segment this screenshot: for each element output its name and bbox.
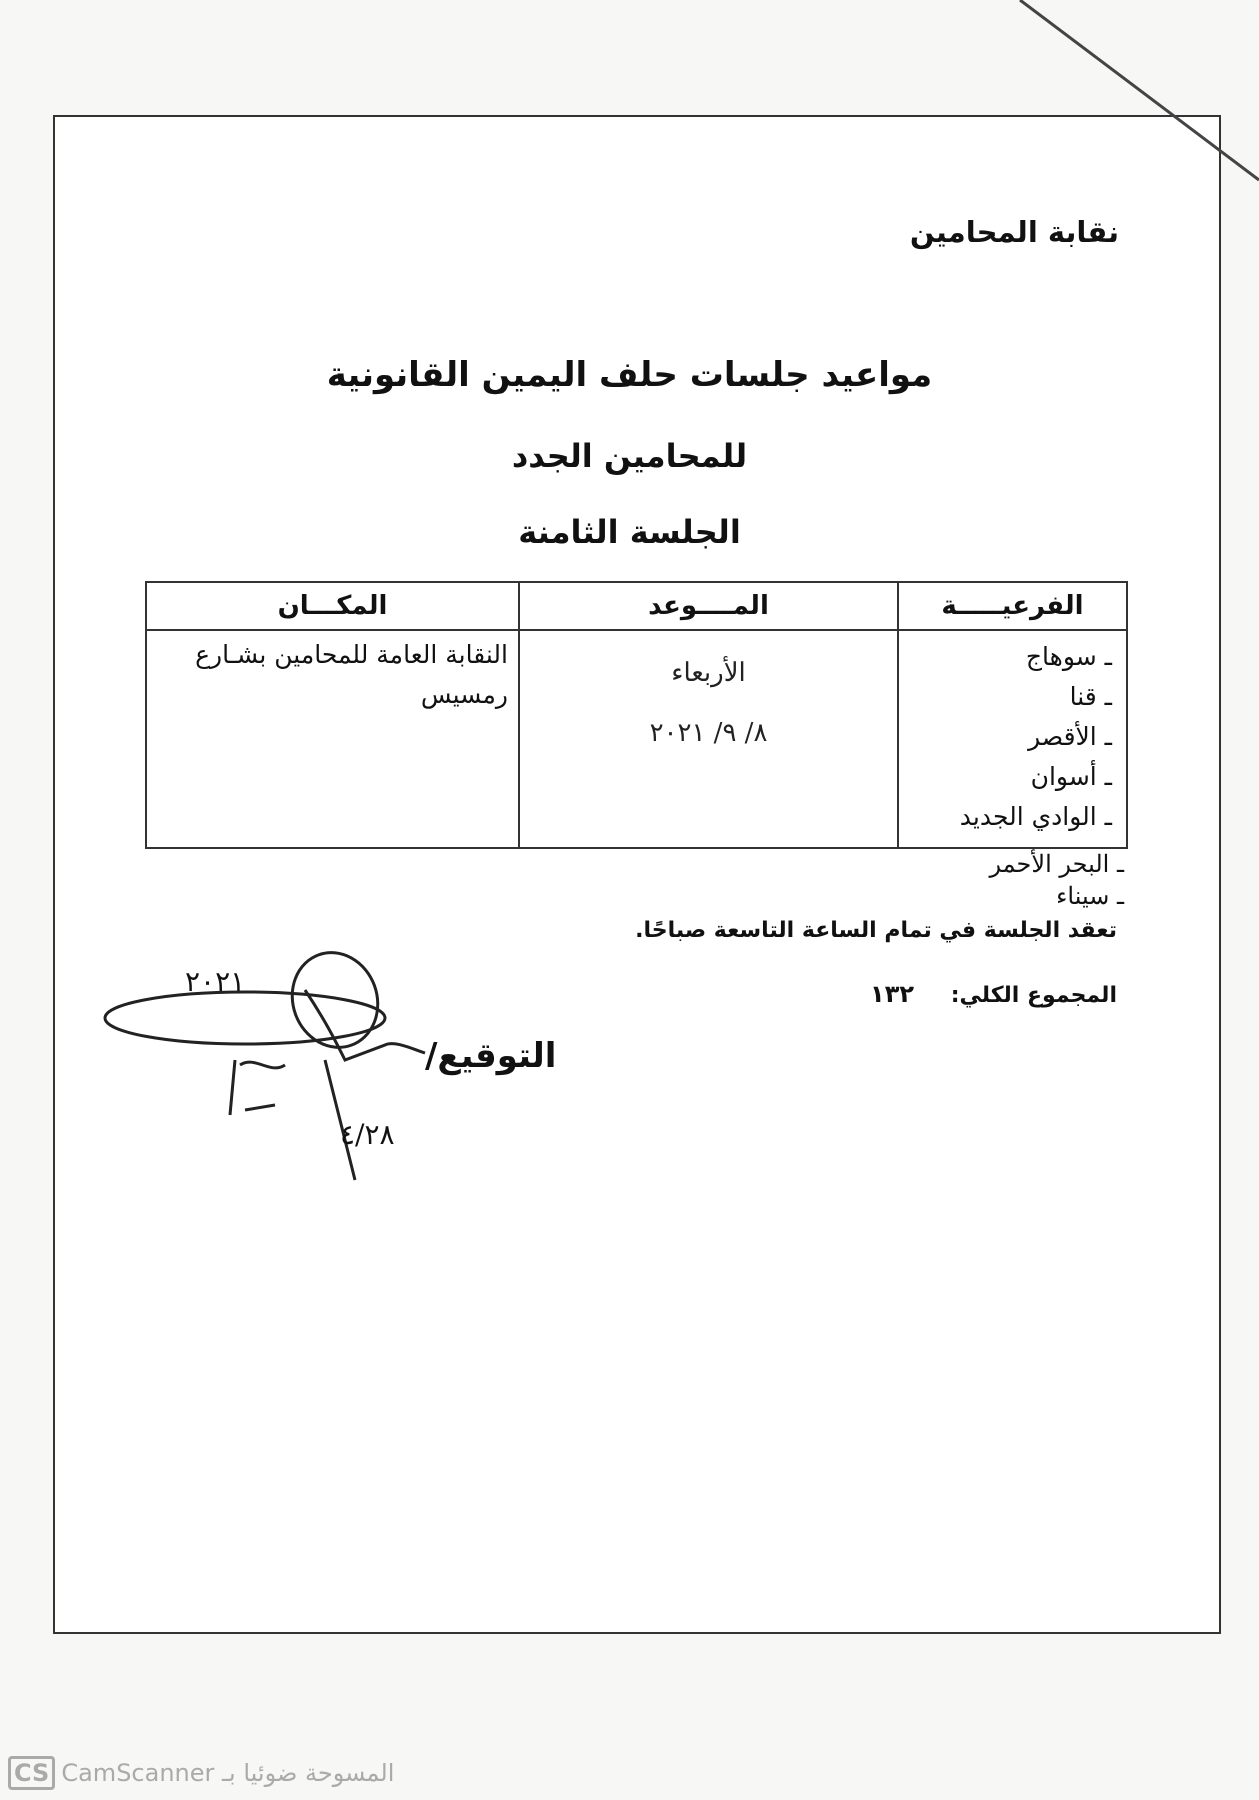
signature-date: ٤/٢٨	[340, 1118, 395, 1151]
camscanner-watermark	[8, 1756, 394, 1790]
watermark-text: CamScanner المسوحة ضوئيا بـ	[61, 1759, 395, 1787]
place-cell: النقابة العامة للمحامين بشـارع رمسيس	[146, 630, 519, 848]
extra-branch: ـ البحر الأحمر	[989, 850, 1124, 878]
schedule-table	[145, 581, 1128, 849]
branch-item: ـ سوهاج	[1025, 642, 1112, 671]
branch-item: ـ الأقصر	[1028, 722, 1112, 751]
table-row	[146, 630, 1127, 848]
document-title: مواعيد جلسات حلف اليمين القانونية	[326, 355, 933, 395]
organization-name: نقابة المحامين	[909, 215, 1119, 249]
header-date: المــــوعد	[519, 582, 898, 630]
date-cell	[519, 630, 898, 848]
total-label: المجموع الكلي:	[950, 983, 1117, 1008]
document-subtitle: للمحامين الجدد	[511, 437, 748, 475]
header-branch: الفرعيـــــة	[898, 582, 1127, 630]
handwritten-day: الأربعاء	[671, 658, 746, 688]
signature-label: التوقيع/	[425, 1036, 557, 1076]
table-header-row	[146, 582, 1127, 630]
extra-branch: ـ سيناء	[1056, 882, 1124, 910]
branch-item: ـ الوادي الجديد	[959, 802, 1112, 831]
header-place: المكـــان	[146, 582, 519, 630]
session-time-note: تعقد الجلسة في تمام الساعة التاسعة صباحًا.	[635, 918, 1117, 943]
page-corner-fold	[0, 0, 1259, 200]
branches-cell	[898, 630, 1127, 848]
branch-item: ـ قنا	[1069, 682, 1112, 711]
total-value: ١٣٢	[870, 980, 914, 1008]
handwritten-date: ٨/ ٩/ ٢٠٢١	[649, 718, 768, 748]
branch-item: ـ أسوان	[1030, 762, 1112, 791]
session-title: الجلسة الثامنة	[518, 513, 741, 551]
signature-year: ٢٠٢١	[185, 965, 246, 998]
handwritten-signature	[95, 950, 495, 1190]
camscanner-logo: CS	[8, 1756, 55, 1790]
